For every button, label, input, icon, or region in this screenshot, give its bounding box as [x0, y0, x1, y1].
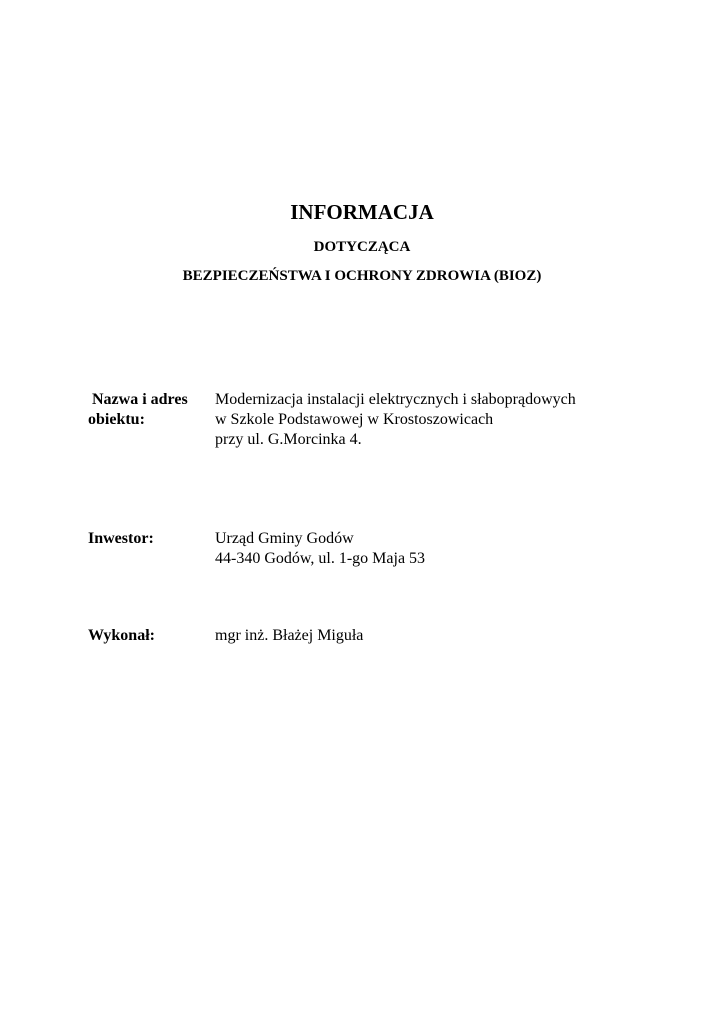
object-value	[215, 390, 695, 450]
author-value-line-1: mgr inż. Błażej Miguła	[215, 627, 364, 644]
investor-value	[215, 529, 695, 569]
object-value-line-1: Modernizacja instalacji elektrycznych i słaboprądowych	[215, 391, 576, 408]
investor-value-line-2: 44-340 Godów, ul. 1-go Maja 53	[215, 550, 426, 567]
investor-value-line-1: Urząd Gminy Godów	[215, 530, 354, 547]
author-value	[215, 626, 695, 646]
author-label	[88, 626, 206, 646]
object-label-line-1: Nazwa i adres	[92, 391, 188, 408]
object-value-line-2: w Szkole Podstawowej w Krostoszowicach	[215, 411, 494, 428]
document-subtitle-2: BEZPIECZEŃSTWA I OCHRONY ZDROWIA (BIOZ)	[182, 268, 542, 284]
object-label	[88, 390, 206, 430]
author-label-text: Wykonał:	[88, 627, 155, 644]
investor-label	[88, 529, 206, 549]
object-label-line-2: obiektu:	[88, 411, 145, 428]
document-subtitle-1: DOTYCZĄCA	[313, 239, 411, 255]
object-value-line-3: przy ul. G.Morcinka 4.	[215, 431, 362, 448]
document-title: INFORMACJA	[290, 200, 434, 224]
investor-label-text: Inwestor:	[88, 530, 154, 547]
